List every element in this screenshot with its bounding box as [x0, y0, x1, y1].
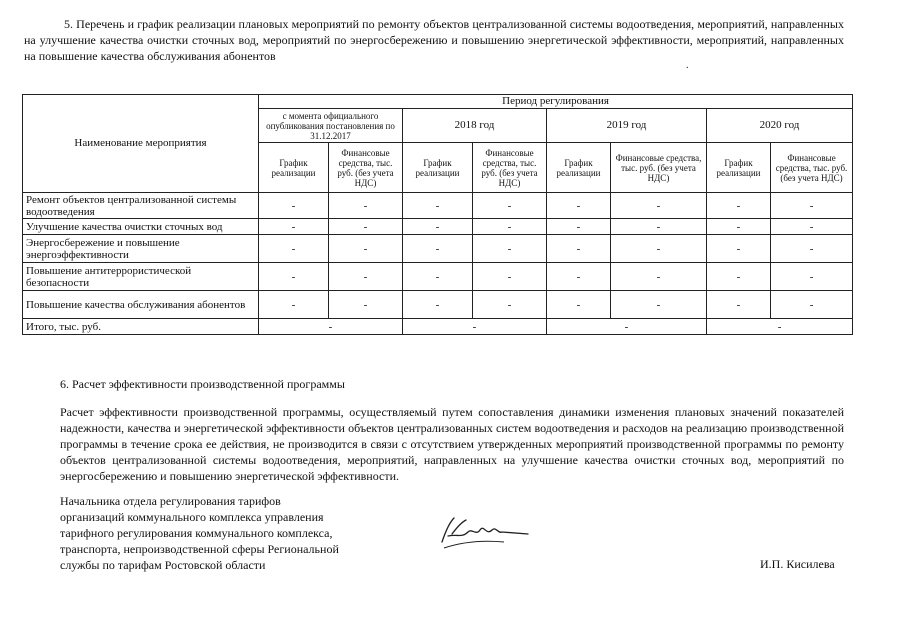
table-cell: - [329, 235, 403, 263]
table-cell: - [473, 193, 547, 219]
signer-name: И.П. Кисилева [760, 557, 835, 571]
table-cell: - [707, 219, 771, 235]
table-cell: - [771, 219, 853, 235]
table-cell: - [329, 291, 403, 319]
table-cell: - [771, 193, 853, 219]
table-cell: - [611, 263, 707, 291]
table-cell: - [771, 291, 853, 319]
table-cell: - [403, 291, 473, 319]
table-cell: - [547, 193, 611, 219]
table-cell: - [403, 193, 473, 219]
sub-header-schedule: График реализации [403, 143, 473, 193]
table-cell: - [329, 263, 403, 291]
table-cell: - [473, 235, 547, 263]
table-cell: - [473, 263, 547, 291]
sub-header-schedule: График реализации [707, 143, 771, 193]
table-row [23, 263, 853, 291]
row-name: Улучшение качества очистки сточных вод [23, 219, 259, 235]
name-column-header: Наименование мероприятия [23, 95, 259, 193]
period-header-cell: 2018 год [403, 109, 547, 143]
table-cell: - [707, 235, 771, 263]
period-header-cell: 2020 год [707, 109, 853, 143]
table-row [23, 219, 853, 235]
table-cell: - [547, 219, 611, 235]
table-cell: - [473, 219, 547, 235]
table-row [23, 193, 853, 219]
total-cell: - [259, 319, 403, 335]
table-row [23, 291, 853, 319]
table-row [23, 235, 853, 263]
stray-dot: . [686, 60, 689, 71]
total-label: Итого, тыс. руб. [23, 319, 259, 335]
sub-header-finance: Финансовые средства, тыс. руб. (без учета НДС) [611, 143, 707, 193]
table-cell: - [771, 263, 853, 291]
section-6-paragraph: Расчет эффективности производственной программы, осуществляемый путем сопоставления динамики изменения плановых значений показателей надежности, качества и энергетической эффективности объектов централизованных систем водоотведения и расходов на реализацию производственной программы в течение срока ее действия, не производится в связи с отсутствием утвержденных мероприятий производственной программы по ремонту объектов централизованной системы водоотведения, мероприятий, направленных на улучшение качества очистки сточных вод, мероприятий по энергосбережению и повышению энергетической эффективности. [60, 405, 844, 483]
measures-table [22, 94, 853, 335]
sub-header-schedule: График реализации [547, 143, 611, 193]
table-cell: - [259, 235, 329, 263]
total-row [23, 319, 853, 335]
table-cell: - [329, 219, 403, 235]
table-cell: - [473, 291, 547, 319]
section-6-heading: 6. Расчет эффективности производственной программы [60, 377, 345, 391]
table-cell: - [547, 291, 611, 319]
table-cell: - [611, 291, 707, 319]
table-cell: - [707, 291, 771, 319]
table-cell: - [329, 193, 403, 219]
table-cell: - [707, 263, 771, 291]
period-header: Период регулирования [259, 95, 853, 109]
table-cell: - [611, 235, 707, 263]
row-name: Ремонт объектов централизованной системы водоотведения [23, 193, 259, 219]
table-cell: - [259, 219, 329, 235]
table-cell: - [611, 219, 707, 235]
table-cell: - [707, 193, 771, 219]
table-cell: - [771, 235, 853, 263]
row-name: Энергосбережение и повышение энергоэффективности [23, 235, 259, 263]
position-line: службы по тарифам Ростовской области [60, 558, 266, 572]
total-cell: - [707, 319, 853, 335]
table-cell: - [547, 263, 611, 291]
table-cell: - [259, 193, 329, 219]
period-header-cell: 2019 год [547, 109, 707, 143]
sub-header-schedule: График реализации [259, 143, 329, 193]
table-cell: - [403, 235, 473, 263]
table-cell: - [403, 219, 473, 235]
row-name: Повышение антитеррористической безопасности [23, 263, 259, 291]
table-cell: - [547, 235, 611, 263]
handwritten-signature [432, 512, 532, 552]
position-line: организаций коммунального комплекса управления [60, 510, 324, 524]
row-name: Повышение качества обслуживания абонентов [23, 291, 259, 319]
sub-header-finance: Финансовые средства, тыс. руб. (без учета НДС) [329, 143, 403, 193]
table-cell: - [403, 263, 473, 291]
position-line: тарифного регулирования коммунального комплекса, [60, 526, 333, 540]
table-cell: - [259, 263, 329, 291]
position-line: Начальника отдела регулирования тарифов [60, 494, 281, 508]
period-header-cell: с момента официального опубликования постановления по 31.12.2017 [259, 109, 403, 143]
section-5-heading: 5. Перечень и график реализации плановых мероприятий по ремонту объектов централизованной системы водоотведения, мероприятий, направленных на улучшение качества очистки сточных вод, мероприятий по энергосбережению и повышению энергетической эффективности, мероприятий, направленных на повышение качества обслуживания абонентов [24, 17, 844, 63]
total-cell: - [547, 319, 707, 335]
table-cell: - [259, 291, 329, 319]
table-cell: - [611, 193, 707, 219]
sub-header-finance: Финансовые средства, тыс. руб. (без учета НДС) [771, 143, 853, 193]
signatory-position [60, 493, 380, 573]
sub-header-finance: Финансовые средства, тыс. руб. (без учета НДС) [473, 143, 547, 193]
position-line: транспорта, непроизводственной сферы Региональной [60, 542, 339, 556]
total-cell: - [403, 319, 547, 335]
